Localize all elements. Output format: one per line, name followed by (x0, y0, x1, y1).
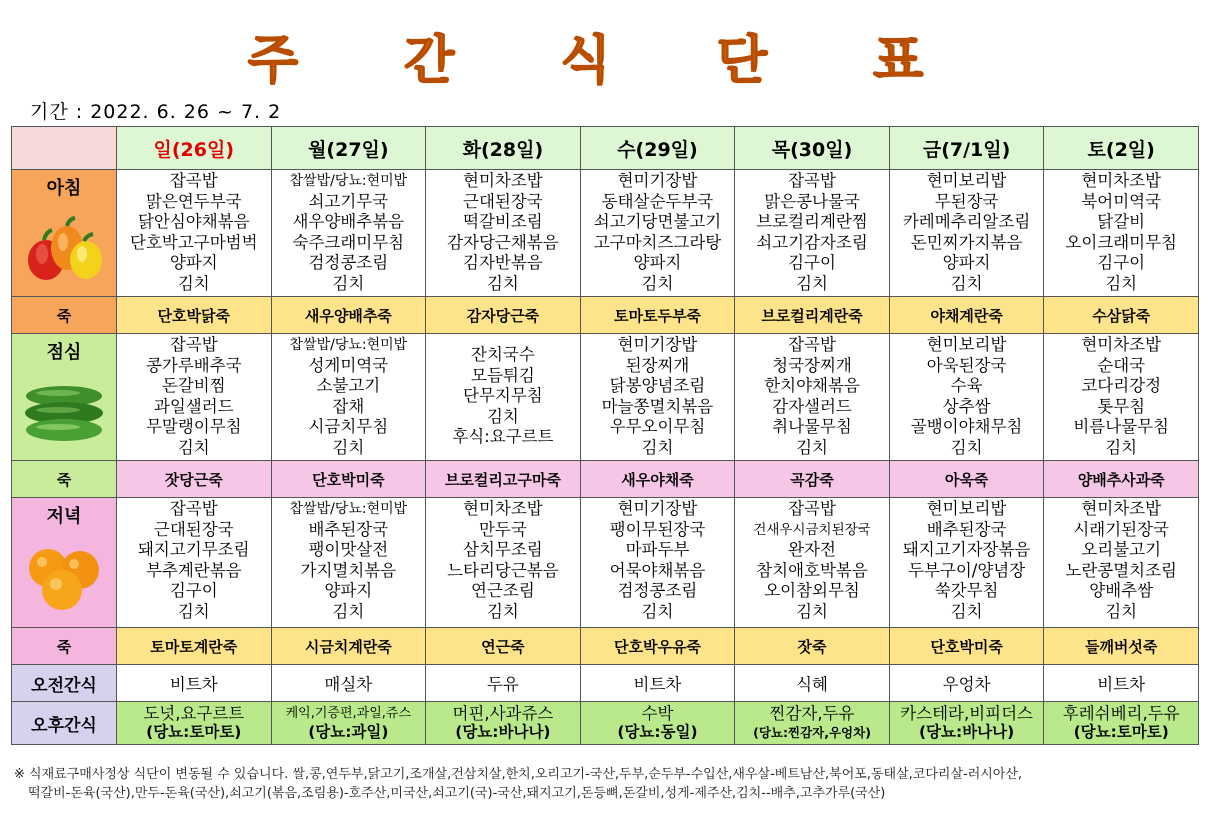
page-title: 주 간 식 단 표 (247, 31, 968, 91)
menu-item: 삼치무조림 (463, 540, 543, 559)
menu-item: 현미기장밥 (617, 335, 698, 354)
menu-item: 골뱅이야채무침 (910, 417, 1023, 436)
peppers-image (22, 214, 106, 284)
day-header: 월(27일) (271, 127, 426, 170)
pm-snack-diabetic: (당뇨:과일) (308, 723, 389, 741)
menu-item: 김치 (641, 601, 674, 621)
menu-item: 찹쌀밥/당뇨:현미밥 (289, 173, 408, 189)
lunch-juk-row (12, 461, 1199, 498)
menu-item: 북어미역국 (1081, 191, 1162, 211)
menu-item: 돈민찌가지볶음 (910, 232, 1023, 252)
day-header: 화(28일) (426, 127, 581, 170)
menu-item: 돼지고기자장볶음 (902, 540, 1031, 559)
am-snack-cell: 매실차 (271, 665, 426, 702)
menu-item: 배추된장국 (926, 519, 1007, 539)
menu-item: 현미차조밥 (1081, 499, 1162, 518)
dinner-row (12, 498, 1199, 628)
menu-item: 단무지무침 (463, 386, 543, 405)
menu-item: 연근조림 (471, 581, 535, 600)
juk-cell: 잣죽 (735, 628, 890, 665)
menu-item: 순대국 (1097, 355, 1146, 375)
juk-label: 죽 (12, 297, 117, 334)
menu-item: 김치 (950, 273, 983, 293)
menu-item: 김구이 (169, 581, 218, 600)
menu-item: 수육 (950, 376, 983, 395)
juk-label: 죽 (12, 628, 117, 665)
menu-item: 우무오이무침 (609, 417, 706, 436)
menu-item: 한치야채볶음 (764, 376, 860, 395)
menu-item: 무말랭이무침 (145, 417, 242, 436)
am-snack-cell: 두유 (426, 665, 581, 702)
menu-item: 잡곡밥 (169, 499, 218, 518)
breakfast-cell-fri (889, 170, 1044, 297)
menu-item: 찹쌀밥/당뇨:현미밥 (289, 337, 408, 353)
pm-snack-diabetic: (당뇨:토마토) (1073, 723, 1169, 741)
lunch-label (12, 334, 117, 461)
menu-item: 성게미역국 (308, 355, 389, 375)
menu-item: 닭갈비 (1097, 212, 1146, 231)
pm-snack-cell (117, 702, 272, 745)
am-snack-label: 오전간식 (12, 665, 117, 702)
menu-item: 현미보리밥 (926, 171, 1007, 190)
menu-item: 코다리강정 (1081, 376, 1162, 395)
pm-snack-cell (580, 702, 735, 745)
menu-item: 만두국 (478, 519, 527, 539)
pm-snack-diabetic: (당뇨:토마토) (146, 723, 242, 741)
menu-item: 어묵야채볶음 (609, 560, 706, 580)
juk-cell: 브로컬리고구마죽 (426, 461, 581, 498)
juk-cell: 시금치계란죽 (271, 628, 426, 665)
menu-item: 팽이맛살전 (308, 540, 389, 559)
menu-item: 소불고기 (316, 376, 381, 395)
day-header: 토(2일) (1044, 127, 1199, 170)
pm-snack-cell (1044, 702, 1199, 745)
menu-item: 현미보리밥 (926, 335, 1007, 354)
menu-item: 떡갈비조림 (463, 212, 543, 231)
pm-snack-item: 케익,기증편,과일,쥬스 (285, 706, 412, 721)
juk-cell: 단호박미죽 (889, 628, 1044, 665)
menu-item: 김치 (486, 273, 519, 293)
menu-item: 양파지 (942, 253, 991, 272)
menu-item: 현미보리밥 (926, 499, 1007, 518)
menu-item: 양파지 (169, 253, 218, 272)
menu-item: 건새우시금치된장국 (753, 521, 871, 538)
breakfast-row (12, 170, 1199, 297)
menu-item: 김치 (332, 437, 365, 457)
pm-snack-cell (271, 702, 426, 745)
menu-item: 무된장국 (934, 191, 999, 211)
menu-item: 참치애호박볶음 (756, 560, 868, 580)
breakfast-cell-tue (426, 170, 581, 297)
am-snack-row (12, 665, 1199, 702)
am-snack-cell: 비트차 (580, 665, 735, 702)
breakfast-cell-mon (271, 170, 426, 297)
breakfast-cell-thu (735, 170, 890, 297)
menu-item: 오이참외무침 (764, 581, 860, 600)
menu-item: 잡곡밥 (788, 171, 836, 190)
lunch-cell-sun (117, 334, 272, 461)
dinner-cell-sun (117, 498, 272, 628)
menu-item: 닭봉양념조림 (609, 376, 706, 395)
dinner-cell-fri (889, 498, 1044, 628)
menu-item: 양배추쌈 (1089, 581, 1154, 600)
menu-item: 김치 (641, 273, 674, 293)
juk-cell: 연근죽 (426, 628, 581, 665)
menu-item: 김치 (177, 601, 210, 621)
menu-item: 브로컬리계란찜 (756, 212, 868, 231)
menu-item: 잡곡밥 (788, 335, 836, 354)
dinner-cell-wed (580, 498, 735, 628)
menu-item: 잔치국수 (471, 345, 535, 364)
menu-item: 새우양배추볶음 (292, 212, 405, 231)
menu-item: 감자샐러드 (772, 396, 852, 416)
menu-item: 현미차조밥 (463, 171, 543, 190)
menu-item: 콩가루배추국 (145, 355, 242, 375)
juk-cell: 잣당근죽 (117, 461, 272, 498)
menu-item: 김치 (332, 601, 365, 621)
breakfast-juk-row (12, 297, 1199, 334)
menu-item: 잡곡밥 (788, 499, 836, 518)
pm-snack-item: 카스테라,비피더스 (900, 704, 1033, 723)
menu-item: 김치 (1105, 273, 1138, 293)
menu-item: 돼지고기무조림 (137, 540, 250, 559)
menu-item: 김치 (796, 437, 828, 457)
menu-item: 검정콩조림 (617, 581, 698, 600)
pm-snack-cell (889, 702, 1044, 745)
menu-item: 상추쌈 (942, 396, 991, 416)
lunch-label-text: 점심 (46, 342, 82, 363)
lunch-cell-sat (1044, 334, 1199, 461)
menu-item: 검정콩조림 (308, 253, 389, 272)
menu-item: 김치 (332, 273, 365, 293)
footnote-line-1: ※ 식재료구매사정상 식단이 변동될 수 있습니다. 쌀,콩,연두부,닭고기,조개살,건삼치살,한치,오리고기-국산,두부,순두부-수입산,새우살-베트남산,북어포,동태살,코다리살-러시아산, (14, 767, 1023, 782)
menu-item: 잡채 (332, 396, 365, 416)
juk-cell: 단호박우유죽 (580, 628, 735, 665)
menu-item: 마파두부 (625, 540, 690, 559)
menu-item: 김치 (641, 437, 674, 457)
menu-item: 김치 (177, 437, 210, 457)
juk-label: 죽 (12, 461, 117, 498)
weekly-menu-table (11, 126, 1199, 745)
day-header: 금(7/1일) (889, 127, 1044, 170)
dinner-label-text: 저녁 (46, 506, 82, 527)
juk-cell: 야채계란죽 (889, 297, 1044, 334)
pm-snack-cell (426, 702, 581, 745)
juk-cell: 단호박미죽 (271, 461, 426, 498)
menu-item: 맑은연두부국 (145, 191, 242, 211)
breakfast-label (12, 170, 117, 297)
pm-snack-diabetic: (당뇨:바나나) (455, 723, 551, 741)
menu-item: 잡곡밥 (169, 171, 218, 190)
juk-cell: 감자당근죽 (426, 297, 581, 334)
pm-snack-item: 수박 (641, 704, 674, 723)
day-header-row (12, 127, 1199, 170)
menu-item: 팽이무된장국 (609, 519, 706, 539)
menu-item: 김치 (950, 437, 983, 457)
menu-item: 부추계란볶음 (145, 560, 242, 580)
pm-snack-diabetic: (당뇨:찐감자,우엉차) (753, 725, 871, 740)
menu-item: 현미차조밥 (1081, 171, 1162, 190)
menu-item: 양파지 (633, 253, 682, 272)
menu-item: 모듬튀김 (471, 365, 535, 385)
menu-item: 쑥갓무침 (934, 581, 999, 600)
menu-item: 시래기된장국 (1073, 519, 1169, 539)
lunch-cell-tue (426, 334, 581, 461)
day-header: 일(26일) (117, 127, 272, 170)
menu-item: 시금치무침 (308, 417, 389, 436)
juk-cell: 양배추사과죽 (1044, 461, 1199, 498)
menu-item: 노란콩멸치조림 (1065, 560, 1177, 580)
juk-cell: 곡감죽 (735, 461, 890, 498)
menu-item: 감자당근채볶음 (447, 232, 559, 252)
breakfast-label-text: 아침 (46, 178, 82, 199)
juk-cell: 토마토두부죽 (580, 297, 735, 334)
menu-item: 김구이 (788, 253, 836, 272)
menu-item: 오이크래미무침 (1065, 232, 1177, 252)
breakfast-cell-sat (1044, 170, 1199, 297)
lunch-cell-fri (889, 334, 1044, 461)
menu-item: 쇠고기당면불고기 (593, 212, 722, 231)
dinner-label (12, 498, 117, 628)
dinner-cell-sat (1044, 498, 1199, 628)
menu-item: 카레메추리알조림 (902, 212, 1031, 231)
menu-item: 톳무침 (1097, 396, 1146, 416)
menu-item: 가지멸치볶음 (300, 560, 397, 580)
lunch-cell-thu (735, 334, 890, 461)
menu-item: 과일샐러드 (153, 396, 234, 416)
menu-item: 오리불고기 (1081, 540, 1162, 559)
menu-item: 김구이 (1097, 253, 1146, 272)
menu-item: 아욱된장국 (926, 355, 1007, 375)
pm-snack-row (12, 702, 1199, 745)
pm-snack-item: 찐감자,두유 (769, 704, 855, 723)
cucumbers-image (22, 378, 106, 448)
menu-item: 취나물무침 (772, 417, 852, 436)
dinner-cell-thu (735, 498, 890, 628)
menu-item: 김치 (1105, 601, 1138, 621)
menu-item: 근대된장국 (463, 191, 543, 211)
menu-item: 마늘쫑멸치볶음 (601, 396, 714, 416)
menu-item: 현미차조밥 (1081, 335, 1162, 354)
lunch-row (12, 334, 1199, 461)
juk-cell: 브로컬리계란죽 (735, 297, 890, 334)
menu-item: 현미기장밥 (617, 171, 698, 190)
pm-snack-label: 오후간식 (12, 702, 117, 745)
menu-item: 비름나물무침 (1073, 417, 1169, 436)
dinner-cell-mon (271, 498, 426, 628)
menu-item: 김치 (796, 273, 828, 293)
origin-footnote (14, 765, 1204, 803)
menu-item: 김치 (796, 601, 828, 621)
menu-item: 돈갈비찜 (161, 376, 226, 395)
am-snack-cell: 우엉차 (889, 665, 1044, 702)
menu-item: 쇠고기무국 (308, 191, 389, 211)
menu-item: 찹쌀밥/당뇨:현미밥 (289, 501, 408, 517)
menu-item: 김치 (486, 601, 519, 621)
menu-item: 완자전 (788, 540, 836, 559)
am-snack-cell: 비트차 (1044, 665, 1199, 702)
menu-item: 단호박고구마범벅 (130, 232, 258, 252)
menu-item: 잡곡밥 (169, 335, 218, 354)
menu-item: 쇠고기감자조림 (756, 232, 868, 252)
dinner-juk-row (12, 628, 1199, 665)
header-corner (12, 127, 117, 170)
juk-cell: 수삼닭죽 (1044, 297, 1199, 334)
menu-item: 된장찌개 (625, 355, 690, 375)
menu-item: 김자반볶음 (463, 253, 543, 272)
juk-cell: 새우야채죽 (580, 461, 735, 498)
menu-item: 맑은콩나물국 (764, 191, 860, 211)
menu-item: 김치 (950, 601, 983, 621)
menu-item: 동태살순두부국 (601, 191, 714, 211)
juk-cell: 단호박닭죽 (117, 297, 272, 334)
menu-item: 닭안심야채볶음 (137, 212, 250, 231)
pm-snack-item: 후레쉬베리,두유 (1062, 704, 1180, 723)
pm-snack-cell (735, 702, 890, 745)
juk-cell: 새우양배추죽 (271, 297, 426, 334)
menu-item: 후식:요구르트 (452, 427, 554, 446)
menu-item: 김치 (1105, 437, 1138, 457)
menu-item: 숙주크래미무침 (292, 232, 405, 252)
juk-cell: 토마토계란죽 (117, 628, 272, 665)
menu-item: 현미기장밥 (617, 499, 698, 518)
juk-cell: 아욱죽 (889, 461, 1044, 498)
menu-period: 기간 : 2022. 6. 26 ~ 7. 2 (30, 101, 282, 123)
menu-item: 두부구이/양념장 (908, 560, 1026, 580)
am-snack-cell: 식혜 (735, 665, 890, 702)
day-header: 수(29일) (580, 127, 735, 170)
breakfast-cell-wed (580, 170, 735, 297)
menu-item: 청국장찌개 (772, 355, 852, 375)
breakfast-cell-sun (117, 170, 272, 297)
pm-snack-item: 머핀,사과쥬스 (452, 704, 554, 723)
juk-cell: 들깨버섯죽 (1044, 628, 1199, 665)
lunch-cell-mon (271, 334, 426, 461)
menu-item: 근대된장국 (153, 519, 234, 539)
menu-item: 현미차조밥 (463, 499, 543, 518)
pm-snack-item: 도넛,요구르트 (143, 704, 245, 723)
menu-item: 고구마치즈그라탕 (593, 232, 722, 252)
menu-item: 배추된장국 (308, 519, 389, 539)
menu-item: 김치 (486, 406, 519, 426)
oranges-image (22, 542, 106, 612)
menu-item: 김치 (177, 273, 210, 293)
pm-snack-diabetic: (당뇨:동일) (617, 723, 698, 741)
dinner-cell-tue (426, 498, 581, 628)
pm-snack-diabetic: (당뇨:바나나) (918, 723, 1015, 741)
lunch-cell-wed (580, 334, 735, 461)
footnote-line-2: 떡갈비-돈육(국산),만두-돈육(국산),쇠고기(볶음,조림용)-호주산,미국산,쇠고기(국)-국산,돼지고기,돈등뼈,돈갈비,성게-제주산,김치--배추,고추가루(국산) (28, 786, 886, 801)
menu-item: 양파지 (324, 581, 373, 600)
menu-item: 느타리당근볶음 (447, 560, 559, 580)
day-header: 목(30일) (735, 127, 890, 170)
am-snack-cell: 비트차 (117, 665, 272, 702)
